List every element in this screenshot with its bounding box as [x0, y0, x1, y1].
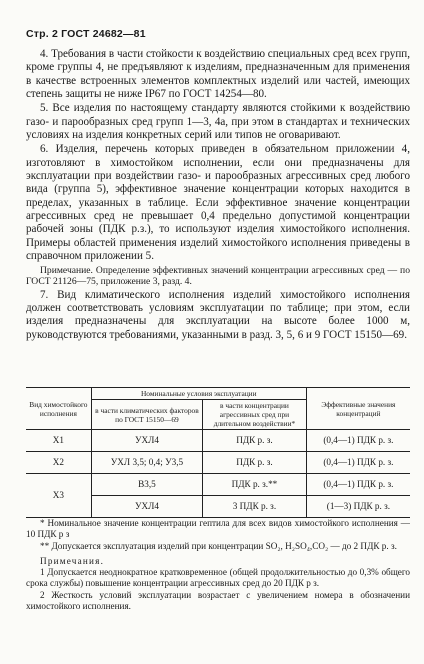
footnote-1: * Номинальное значение концентрации гептила для всех видов химостойкого исполнения — 10 ПДК р з	[26, 518, 410, 540]
cell-effective: (0,4—1) ПДК р. з.	[306, 452, 410, 474]
cell-effective: (0,4—1) ПДК р. з.	[306, 474, 410, 496]
page-header: Стр. 2 ГОСТ 24682—81	[26, 28, 146, 40]
header-concentration: в части концентрации агрессивных сред при длительном воздействии*	[203, 400, 307, 430]
paragraph-5: 5. Все изделия по настоящему стандарту являются стойкими к воздействию газо- и парообразных сред групп 1—3, 4а, при этом в стандартах и технических условиях на изделия конкретных серий или типов не оговаривают.	[26, 102, 410, 142]
table-row	[26, 474, 410, 496]
footnote-2: ** Допускается эксплуатация изделий при концентрации SO₂, H₂SO₄,CO₂ — до 2 ПДК р. з.	[40, 540, 397, 551]
cell-concentration: ПДК р. з.	[203, 452, 307, 474]
note-2: 2 Жесткость условий эксплуатации возрастает с увеличением номера в обозначении химостойкого исполнения.	[26, 589, 410, 612]
note-1: 1 Допускается неоднократное кратковременное (общей продолжительностью до 0,3% общего срока службы) повышение концентрации агрессивных сред до 20 ПДК р з.	[26, 567, 410, 589]
cell-effective: (1—3) ПДК р. з.	[306, 496, 410, 518]
table-row	[26, 452, 410, 474]
header-climate: в части климатических факторов по ГОСТ 15150—69	[91, 400, 202, 430]
cell-concentration: ПДК р. з.**	[203, 474, 307, 496]
cell-kind: Х2	[26, 452, 91, 474]
paragraph-6-note: Примечание. Определение эффективных значений концентрации агрессивных сред — по ГОСТ 21126—75, приложение 3, разд. 4.	[26, 264, 410, 288]
header-kind: Вид химостойкого исполнения	[26, 388, 91, 430]
main-text	[26, 48, 410, 342]
cell-kind: Х3	[26, 474, 91, 518]
cell-effective: (0,4—1) ПДК р. з.	[306, 430, 410, 452]
cell-concentration: 3 ПДК р. з.	[203, 496, 307, 518]
cell-concentration: ПДК р. з.	[203, 430, 307, 452]
paragraph-4: 4. Требования в части стойкости к воздействию специальных сред всех групп, кроме группы 4, не предъявляют к изделиям, предназначенным для применения в качестве встроенных элементов комплектных изделий или частей, имеющих степень защиты не ниже IP67 по ГОСТ 14254—80.	[26, 48, 410, 101]
header-nominal: Номинальные условия эксплуатации	[91, 388, 306, 400]
table-row	[26, 430, 410, 452]
cell-climate: В3,5	[91, 474, 202, 496]
paragraph-6: 6. Изделия, перечень которых приведен в обязательном приложении 4, изготовляют в химостойком исполнении, если они предназначены для эксплуатации при воздействии газо- и парообразных агрессивных сред любого вида (группа 5), эффективное значение концентрации которых находится в пределах, указанных в таблице. Если эффективное значение концентрации агрессивных сред не превышает 0,4 предельно допустимой концентрации рабочей зоны (ПДК р.з.), то используют изделия химостойкого исполнения. Примеры областей применения изделий химостойкого исполнения приведены в справочном приложении 5.	[26, 143, 410, 263]
header-effective: Эффективные значения концентраций	[306, 388, 410, 430]
table-notes	[26, 518, 410, 612]
notes-title: Примечания.	[40, 555, 105, 566]
cell-kind: Х1	[26, 430, 91, 452]
conditions-table	[26, 387, 410, 518]
table-header-row	[26, 388, 410, 400]
conditions-table-wrap	[26, 387, 410, 518]
cell-climate: УХЛ4	[91, 496, 202, 518]
cell-climate: УХЛ4	[91, 430, 202, 452]
cell-climate: УХЛ 3,5; 0,4; У3,5	[91, 452, 202, 474]
paragraph-7: 7. Вид климатического исполнения изделий химостойкого исполнения должен соответствовать условиям эксплуатации по таблице; при этом, если изделия предназначены для эксплуатации на высоте более 1000 м, руководствуются требованиями, указанными в разд. 3, 5, 6 и 9 ГОСТ 15150—69.	[26, 288, 410, 341]
